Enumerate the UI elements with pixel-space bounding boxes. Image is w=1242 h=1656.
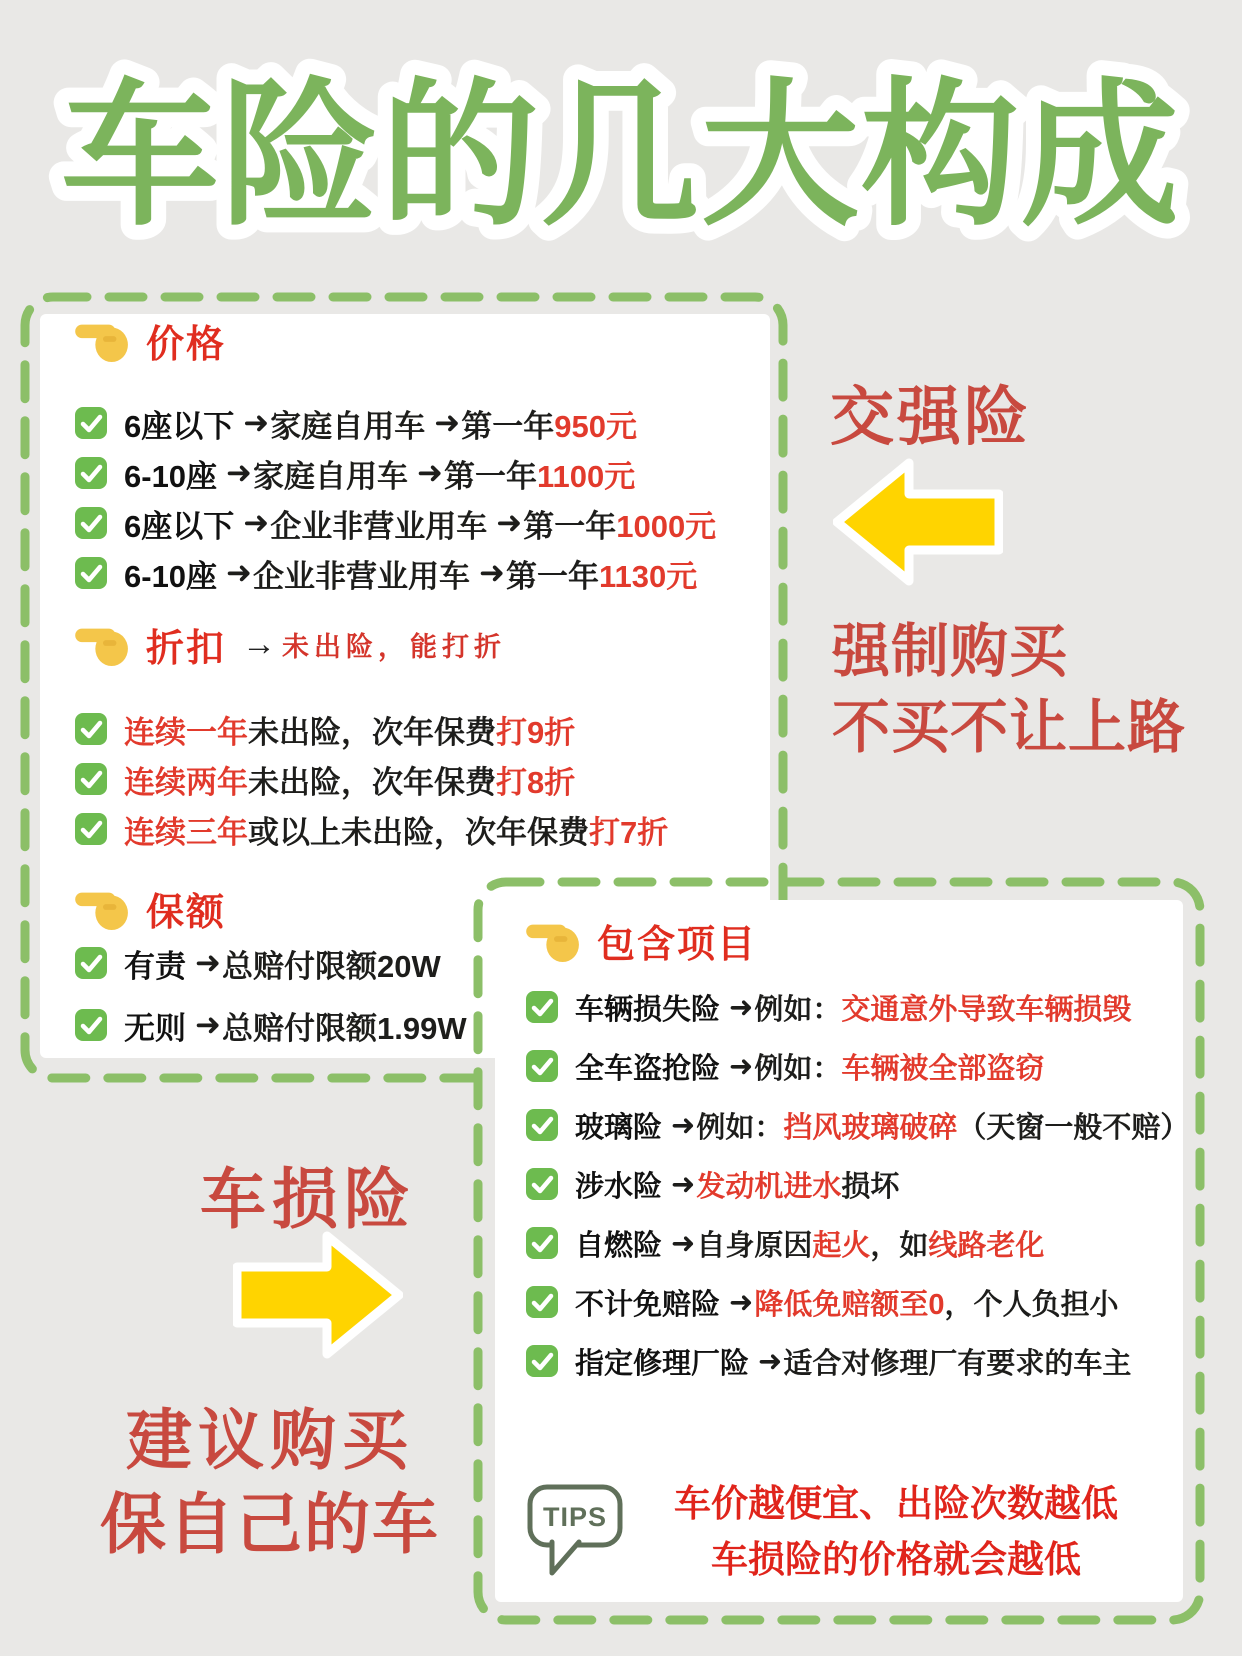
included-row [525, 1216, 1183, 1270]
arrow-glyph: ➜ [243, 505, 270, 540]
arrow-glyph: ➜ [671, 1168, 696, 1201]
included-rows [525, 980, 1190, 1388]
discount-row [74, 804, 770, 854]
tips-badge: TIPS [542, 1502, 608, 1532]
section-discount-header [74, 620, 770, 668]
included-row [525, 980, 1183, 1034]
included-row [525, 1334, 1183, 1388]
checkbox-check-icon [525, 1226, 559, 1260]
checkbox-check-icon [74, 506, 108, 540]
suggestion-line-2: 保自己的车 [100, 1487, 440, 1561]
checkbox-check-icon [74, 812, 108, 846]
arrow-glyph: ➜ [671, 1227, 696, 1260]
row-label: 有责 [124, 948, 186, 984]
checkbox-check-icon [525, 990, 559, 1024]
price-rows [74, 398, 770, 598]
tips-block [525, 1464, 1183, 1588]
row-label: 车辆损失险 [575, 993, 721, 1026]
checkbox-check-icon [525, 1167, 559, 1201]
price-row [74, 398, 770, 448]
big-arrow-left-icon [833, 458, 1003, 586]
row-label: 涉水险 [575, 1170, 663, 1203]
checkbox-check-icon [525, 1285, 559, 1319]
row-text: 总赔付限额1.99W [221, 1010, 467, 1046]
row-highlight: 挡风玻璃破碎 [783, 1111, 958, 1144]
arrow-glyph: ➜ [226, 555, 253, 590]
arrow-glyph: ➜ [195, 945, 221, 980]
arrow-glyph: ➜ [758, 1345, 783, 1378]
arrow-glyph: ➜ [671, 1109, 696, 1142]
suggestion-line-1: 建议购买 [126, 1403, 414, 1477]
compulsory-insurance-label: 交强险 [830, 381, 1031, 453]
row-text: 或以上未出险，次年保费 [248, 814, 589, 850]
checkbox-check-icon [74, 762, 108, 796]
section-title: 包含项目 [597, 923, 758, 966]
discount-note: 未出险，能打折 [282, 631, 507, 662]
row-text: 例如： [754, 1052, 842, 1085]
checkbox-check-icon [74, 1008, 108, 1042]
discount-row [74, 704, 770, 754]
row-text: 第一年 [523, 508, 617, 544]
checkbox-check-icon [525, 1108, 559, 1142]
row-text: 企业非营业用车 [253, 558, 471, 594]
tips-line-1: 车价越便宜、出险次数越低 [674, 1483, 1118, 1524]
mandatory-line-1: 强制购买 [832, 619, 1069, 684]
speech-bubble-icon [525, 1472, 625, 1584]
row-label: 6座以下 [124, 408, 235, 444]
section-title: 保额 [146, 891, 227, 934]
row-label: 自燃险 [575, 1229, 663, 1262]
checkbox-check-icon [74, 456, 108, 490]
row-highlight: 1100元 [537, 458, 636, 494]
checkbox-check-icon [74, 406, 108, 440]
damage-insurance-panel [473, 877, 1205, 1625]
tips-line-2: 车损险的价格就会越低 [711, 1539, 1081, 1580]
arrow-glyph: ➜ [243, 405, 270, 440]
arrow-glyph: ➜ [479, 555, 506, 590]
arrow-glyph: ➜ [729, 1050, 754, 1083]
section-title: 折扣 [146, 627, 227, 670]
included-row [525, 1098, 1190, 1152]
row-highlight: 打8折 [496, 764, 576, 800]
included-row [525, 1039, 1183, 1093]
row-label: 不计免赔险 [575, 1288, 721, 1321]
row-text: 例如： [754, 993, 842, 1026]
row-highlight: 打7折 [589, 814, 669, 850]
checkbox-check-icon [74, 946, 108, 980]
discount-row [74, 754, 770, 804]
row-highlight: 连续三年 [124, 814, 248, 850]
row-highlight: 连续一年 [124, 714, 248, 750]
row-label: 指定修理厂险 [575, 1347, 750, 1380]
section-price-header [74, 316, 770, 364]
pointing-left-finger-icon [74, 621, 132, 667]
mandatory-line-2: 不买不让上路 [832, 695, 1187, 760]
arrow-glyph: → [242, 624, 277, 663]
row-highlight: 交通意外导致车辆损毁 [841, 993, 1132, 1026]
row-text: 例如： [696, 1111, 784, 1144]
row-text: 家庭自用车 [253, 458, 409, 494]
page-title: 车险的几大构成 [61, 68, 1181, 244]
row-label: 6-10座 [124, 558, 218, 594]
row-text: 损坏 [841, 1170, 900, 1203]
row-highlight: 车辆被全部盗窃 [841, 1052, 1045, 1085]
arrow-glyph: ➜ [729, 1286, 754, 1319]
row-highlight: 线路老化 [928, 1229, 1045, 1262]
included-row [525, 1157, 1183, 1211]
checkbox-check-icon [525, 1344, 559, 1378]
row-text: 企业非营业用车 [270, 508, 488, 544]
row-highlight: 950元 [554, 408, 637, 444]
row-text: ，个人负担小 [944, 1288, 1119, 1321]
arrow-glyph: ➜ [226, 455, 253, 490]
row-highlight: 起火 [812, 1229, 871, 1262]
arrow-glyph: ➜ [195, 1007, 221, 1042]
suggestion-note [10, 1398, 530, 1566]
row-highlight: 发动机进水 [696, 1170, 842, 1203]
pointing-left-finger-icon [74, 885, 132, 931]
row-text: 第一年 [506, 558, 600, 594]
page-title-art [0, 28, 1242, 258]
row-text: 未出险，次年保费 [248, 714, 496, 750]
checkbox-check-icon [525, 1049, 559, 1083]
row-highlight: 1000元 [616, 508, 717, 544]
row-highlight: 降低免赔额至0 [754, 1288, 945, 1321]
included-row [525, 1275, 1183, 1329]
price-row [74, 498, 770, 548]
row-highlight: 打9折 [496, 714, 576, 750]
row-label: 玻璃险 [575, 1111, 663, 1144]
checkbox-check-icon [74, 712, 108, 746]
arrow-glyph: ➜ [434, 405, 461, 440]
row-label: 全车盗抢险 [575, 1052, 721, 1085]
row-label: 6座以下 [124, 508, 235, 544]
row-text: 第一年 [461, 408, 555, 444]
tips-text [625, 1464, 1167, 1588]
price-row [74, 548, 770, 598]
panel-b-content [495, 900, 1190, 1602]
mandatory-note [832, 614, 1186, 766]
row-text: ，如 [870, 1229, 929, 1262]
row-highlight: 1130元 [599, 558, 698, 594]
discount-rows [74, 704, 770, 854]
row-text: 适合对修理厂有要求的车主 [783, 1347, 1132, 1380]
row-text: （天窗一般不赔） [957, 1111, 1190, 1144]
row-text: 自身原因 [696, 1229, 813, 1262]
row-text: 总赔付限额20W [221, 948, 441, 984]
row-highlight: 连续两年 [124, 764, 248, 800]
row-label: 无则 [124, 1010, 186, 1046]
row-text: 第一年 [444, 458, 538, 494]
row-text: 未出险，次年保费 [248, 764, 496, 800]
pointing-left-finger-icon [74, 317, 132, 363]
pointing-left-finger-icon [525, 917, 583, 963]
price-row [74, 448, 770, 498]
arrow-glyph: ➜ [729, 991, 754, 1024]
section-title: 价格 [146, 323, 227, 366]
arrow-glyph: ➜ [496, 505, 523, 540]
big-arrow-right-icon [233, 1231, 403, 1359]
row-label: 6-10座 [124, 458, 218, 494]
arrow-glyph: ➜ [417, 455, 444, 490]
row-text: 家庭自用车 [270, 408, 426, 444]
section-included-header [525, 916, 1183, 964]
damage-insurance-label: 车损险 [200, 1162, 416, 1236]
checkbox-check-icon [74, 556, 108, 590]
